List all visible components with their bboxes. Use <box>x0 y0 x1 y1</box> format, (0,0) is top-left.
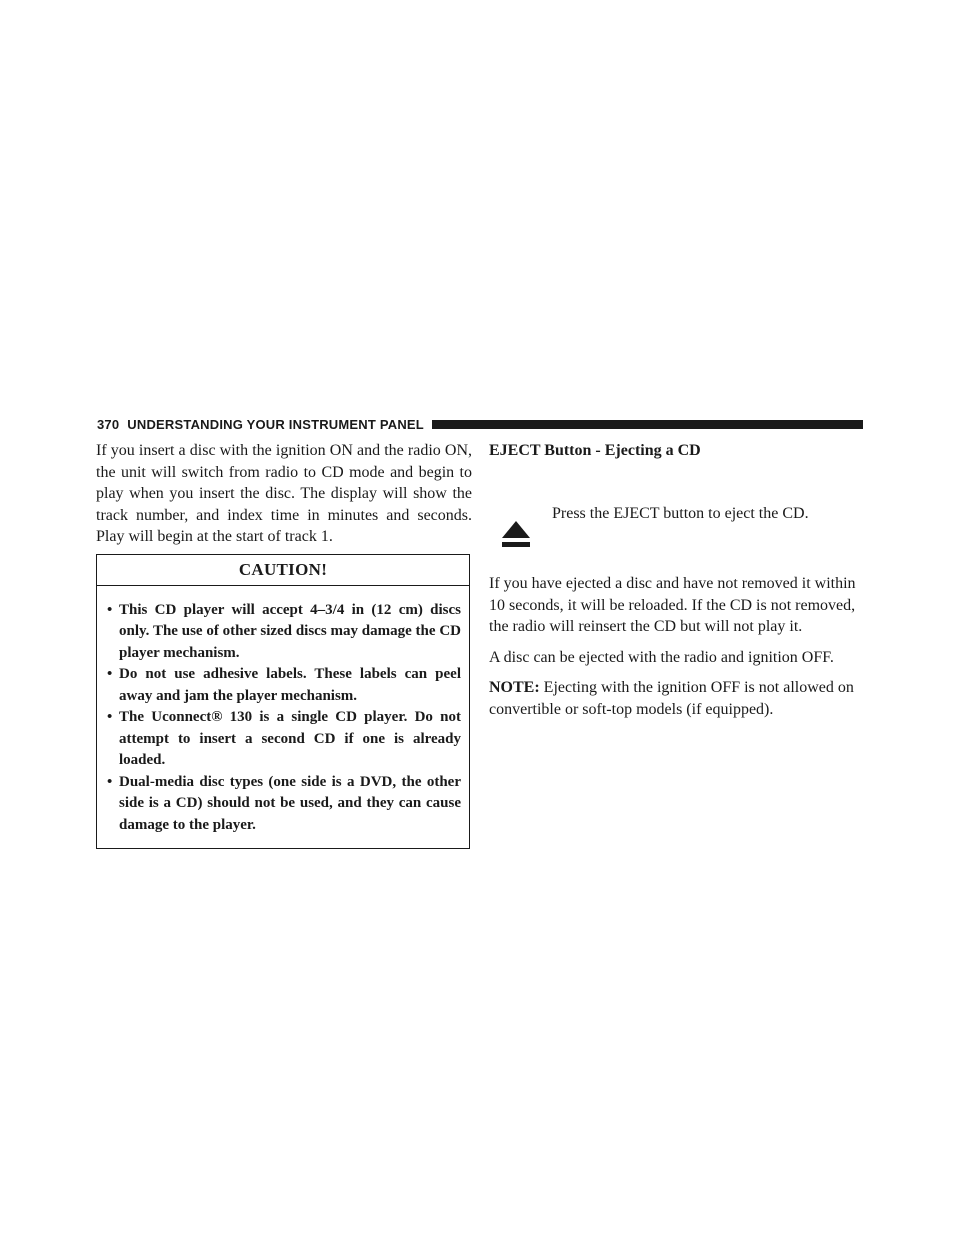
bullet-icon: • <box>107 666 113 682</box>
eject-heading: EJECT Button - Ejecting a CD <box>489 442 701 459</box>
intro-paragraph: If you insert a disc with the ignition ON and the radio ON, the unit will switch from radio to CD mode and begin to play when you insert the disc. The display will show the track number, and index time in minutes and seconds. Play will begin at the start of track 1. <box>96 442 472 545</box>
page-header <box>97 417 863 431</box>
page-number: 370 <box>97 416 120 432</box>
caution-item-text: This CD player will accept 4–3/4 in (12 cm) discs only. The use of other sized discs may damage the CD player mechanism. <box>119 601 461 661</box>
eject-instruction-row <box>489 461 866 541</box>
caution-title: CAUTION! <box>97 555 469 586</box>
eject-instruction: Press the EJECT button to eject the CD. <box>552 505 809 522</box>
eject-off-paragraph: A disc can be ejected with the radio and ignition OFF. <box>489 648 834 666</box>
caution-box <box>96 554 470 850</box>
right-body <box>489 573 866 720</box>
section-title: UNDERSTANDING YOUR INSTRUMENT PANEL <box>127 416 424 432</box>
bullet-icon: • <box>107 773 113 790</box>
note-paragraph <box>489 677 866 720</box>
caution-item <box>107 707 461 772</box>
caution-item-text: Dual-media disc types (one side is a DVD, the other side is a CD) should not be used, and they can cause damage to the player. <box>119 773 461 833</box>
reload-paragraph: If you have ejected a disc and have not removed it within 10 seconds, it will be reloaded. If the CD is not removed, the radio will reinsert the CD but will not play it. <box>489 575 856 635</box>
header-rule <box>432 420 863 429</box>
eject-icon <box>502 521 530 547</box>
caution-item-text: The Uconnect® 130 is a single CD player. Do not attempt to insert a second CD if one is already loaded. <box>119 709 461 768</box>
note-text: Ejecting with the ignition OFF is not allowed on convertible or soft-top models (if equipped). <box>489 679 854 718</box>
caution-item <box>107 600 461 665</box>
right-column <box>489 440 866 729</box>
caution-item-text: Do not use adhesive labels. These labels can peel away and jam the player mechanism. <box>119 666 461 704</box>
bullet-icon: • <box>107 709 113 725</box>
left-column <box>96 440 472 849</box>
caution-item <box>107 664 461 707</box>
note-label: NOTE: <box>489 679 540 696</box>
bullet-icon: • <box>107 601 113 618</box>
caution-item <box>107 772 461 837</box>
caution-list <box>97 586 469 849</box>
